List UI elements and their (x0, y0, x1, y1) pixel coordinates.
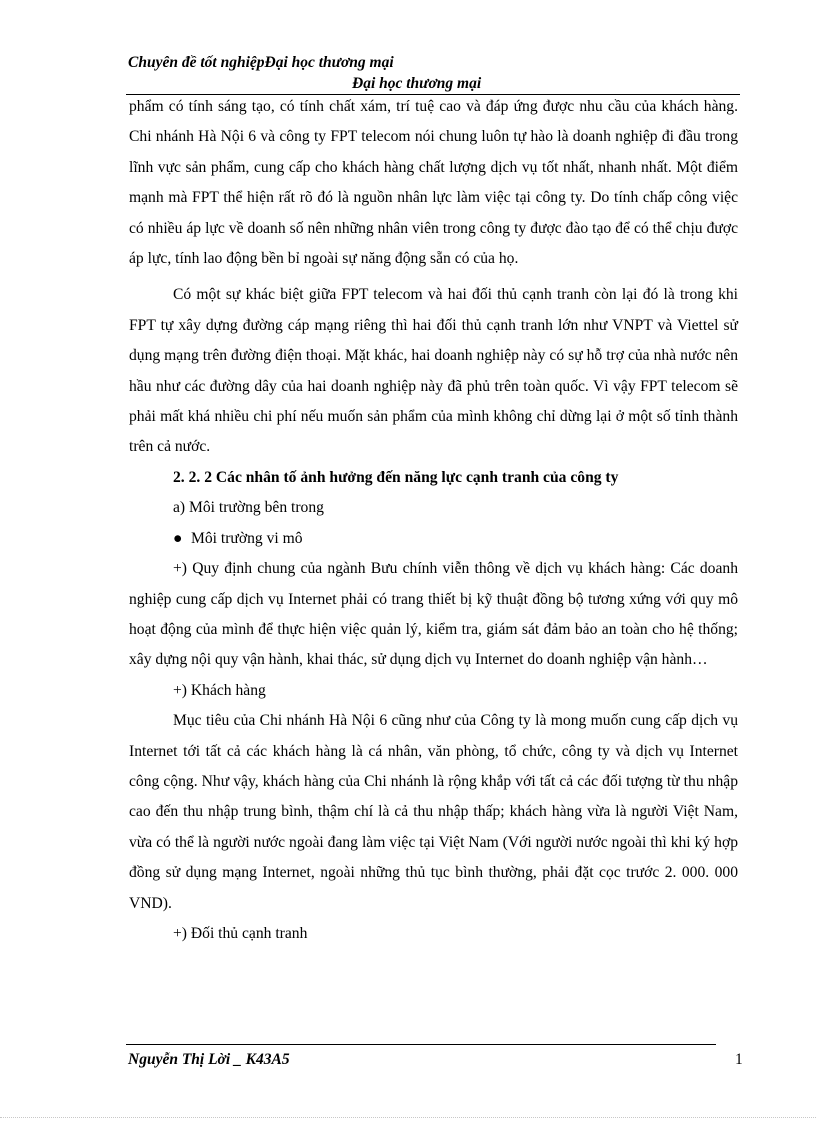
paragraph-customers: Mục tiêu của Chi nhánh Hà Nội 6 cũng như của Công ty là mong muốn cung cấp dịch vụ Internet tới tất cả các khách hàng là cá nhân, văn phòng, tổ chức, công ty và dịch vụ Internet công cộng. Như vậy, khách hàng của Chi nhánh là rộng khắp với tất cả các đối tượng từ thu nhập cao đến thu nhập trung bình, thậm chí là cả thu nhập thấp; khách hàng vừa là người Việt Nam, vừa có thể là người nước ngoài đang làm việc tại Việt Nam (Với người nước ngoài thì khi ký hợp đồng sử dụng mạng Internet, ngoài những thủ tục bình thường, phải đặt cọc trước 2. 000. 000 VND). (129, 712, 738, 912)
section-heading: 2. 2. 2 Các nhân tố ảnh hưởng đến năng lực cạnh tranh của công ty (173, 468, 619, 486)
document-body (129, 92, 738, 949)
page-number: 1 (735, 1051, 743, 1068)
bullet-item-label: Môi trường vi mô (191, 529, 303, 547)
paragraph-customers-heading: +) Khách hàng (173, 681, 266, 699)
page-edge-divider (0, 1117, 816, 1118)
paragraph-competitors-heading: +) Đối thủ cạnh tranh (173, 924, 308, 942)
paragraph-regulation: +) Quy định chung của ngành Bưu chính viễn thông về dịch vụ khách hàng: Các doanh nghiệp cung cấp dịch vụ Internet phải có trang thiết bị kỹ thuật đồng bộ tương xứng với quy mô hoạt động của mình để thực hiện việc quản lý, kiểm tra, giám sát đảm bảo an toàn cho hệ thống; xây dựng nội quy vận hành, khai thác, sử dụng dịch vụ Internet do doanh nghiệp vận hành… (129, 560, 738, 669)
subsection-a: a) Môi trường bên trong (173, 499, 324, 517)
bullet-icon: ● (173, 529, 183, 547)
footer-author: Nguyễn Thị Lời _ K43A5 (128, 1051, 290, 1068)
header-title: Chuyên đề tốt nghiệpĐại học thương mại (128, 54, 394, 71)
bullet-item (129, 524, 738, 554)
paragraph-continuation: phẩm có tính sáng tạo, có tính chất xám, trí tuệ cao và đáp ứng được nhu cầu của khách hàng. Chi nhánh Hà Nội 6 và công ty FPT telecom nói chung luôn tự hào là doanh nghiệp đi đầu trong lĩnh vực sản phẩm, cung cấp cho khách hàng chất lượng dịch vụ tốt nhất, nhanh nhất. Một điểm mạnh mà FPT thể hiện rất rõ đó là nguồn nhân lực làm việc tại công ty. Do tính chấp công việc có nhiều áp lực về doanh số nên những nhân viên trong công ty được đào tạo để có thể chịu được áp lực, tính lao động bền bỉ ngoài sự năng động sẵn có của họ. (129, 98, 738, 268)
header-subtitle: Đại học thương mại (352, 75, 482, 92)
paragraph-competition: Có một sự khác biệt giữa FPT telecom và hai đối thủ cạnh tranh còn lại đó là trong khi FPT tự xây dựng đường cáp mạng riêng thì hai đối thủ cạnh tranh lớn như VNPT và Viettel sử dụng mạng trên đường điện thoại. Mặt khác, hai doanh nghiệp này có sự hỗ trợ của nhà nước nên hầu như các đường dây của hai doanh nghiệp này đã phủ trên toàn quốc. Vì vậy FPT telecom sẽ phải mất khá nhiều chi phí nếu muốn sản phẩm của mình không chỉ dừng lại ở một số tỉnh thành trên cả nước. (129, 286, 738, 456)
footer-divider (126, 1044, 716, 1045)
